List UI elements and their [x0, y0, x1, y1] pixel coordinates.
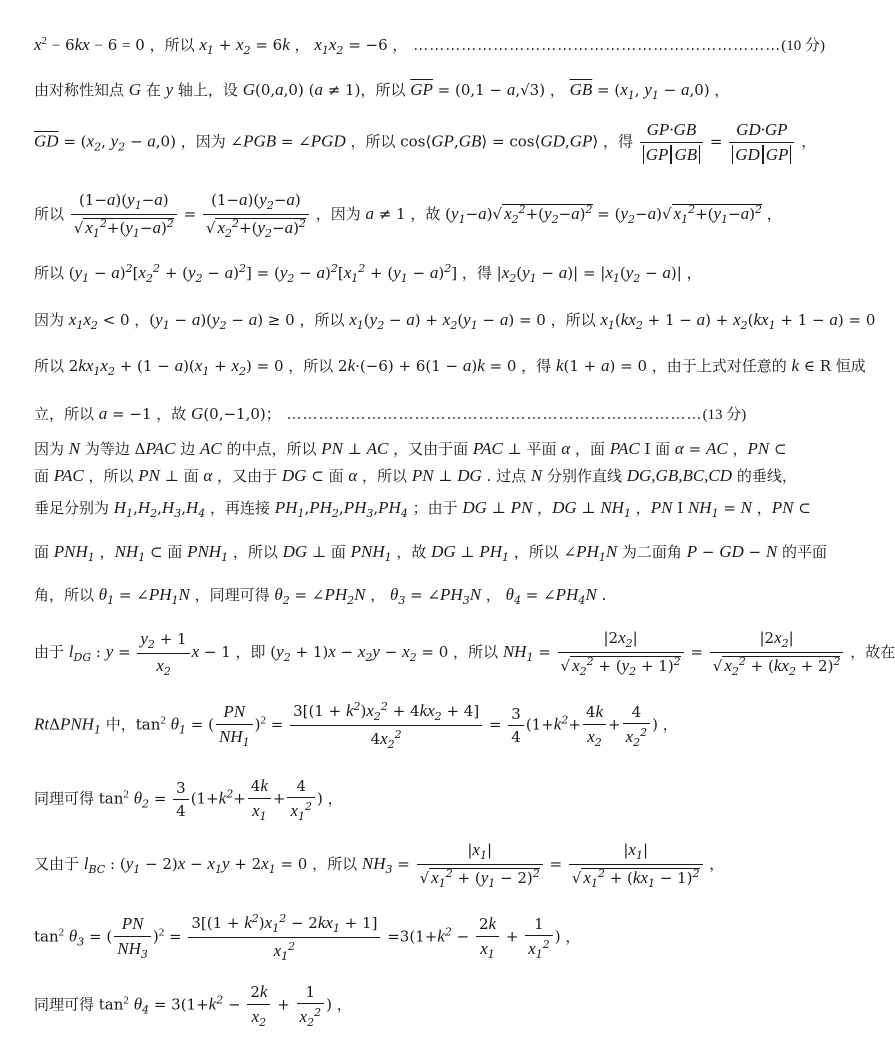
text-line-5: 所以 $(y_1 - a)^2[x_2^2 + (y_2 - a)^2] = (y_2 - a)^2[x_1^2 + (y_1 - a)^2]$ ，得 $|x_2(y_1 - a)| = |x_1(y_2 - a)|$ ，	[34, 262, 702, 285]
text-line-4: 所以 $(1-a)(y_1-a)$ √ $x_1^2+(y_1-a)^2$ = $(1-a)(y_2-a)$ √ $x_2^2+(y_2-a)^2$ ，因为 a ≠ 1 ，故 $(y_1-a)$ √ $x_2^2+(y_2-a)^2 = (y_2-a)$ √ $x_1^2+(y_1-a)^2$ ，	[34, 190, 758, 240]
text-line-8: 立，所以 a = −1 ，故 G(0,−1,0)； ……………………………………………………………………(13 分)	[34, 404, 747, 423]
text-line-12: 面 $PNH_1$ ，$NH_1$ ⊂ 面 $PNH_1$ ，所以 DG ⊥ 面 $PNH_1$ ，故 DG ⊥ $PH_1$ ，所以 $\angle PH_1N$ 为二面角 P − GD − N 的平面	[34, 542, 827, 564]
text-line-17: 又由于 $l_{BC}$ : $(y_1 - 2)x - x_1y + 2x_1 = 0$ ，所以 $NH_3$ = $|x_1|$ √ $x_1^2 + (y_1 - 2)^2$ = $|x_1|$ √ $x_1^2 + (kx_1 - 1)^2$ ，	[34, 840, 758, 890]
text-line-19: 同理可得 $\tan^2 \theta_4 = 3(1+k^2$ − $\frac{2k}{x_2}$ + $\frac{1}{x_2^2}$ ) ，	[34, 982, 352, 1029]
text-line-14: 由于 $l_{DG}$ : y = $\frac{y_2 + 1}{x_2}$ x − 1 ，即 $(y_2 + 1)x - x_2y - x_2 = 0$ ，所以 $NH_1$ = $|2x_2|$ √ $x_2^2 + (y_2 + 1)^2$ = $|2x_2|$ √ $x_2^2 + (kx_2 + 2)^2$ ，故在	[34, 628, 758, 678]
text-line-13: 角，所以 $\theta_1$ = $\angle PH_1N$ ，同理可得 $\theta_2$ = $\angle PH_2N$ ， $\theta_3$ = $\angle PH_3N$ ， $\theta_4$ = $\angle PH_4N$ .	[34, 585, 607, 607]
text-line-18: $\tan^2 \theta_3$ = ( $\frac{PN}{NH_3}$ )$^2$ = $\frac{3[(1 + k^2)x_1^2 - 2kx_1 + 1]}{x_1^2}$ $=3(1+k^2$ − $\frac{2k}{x_1}$ + $\frac{1}{x_1^2}$ ) ，	[34, 912, 581, 963]
score-label: (10 分)	[781, 38, 825, 54]
text-line-10: 面 PAC ，所以 PN ⊥ 面 α ，又由于 DG ⊂ 面 α ，所以 PN ⊥ DG . 过点 N 分别作直线 DG,GB,BC,CD 的垂线，	[34, 466, 797, 485]
text-line-6: 因为 $x_1x_2 < 0$ ，$(y_1 - a)(y_2 - a) \ge 0$ ，所以 $x_1(y_2 - a) + x_2(y_1 - a) = 0$ ，所以 $x_1(kx_2 + 1 - a) + x_2(kx_1 + 1 - a) = 0$	[34, 310, 876, 332]
text-line-11: 垂足分别为 $H_1,H_2,H_3,H_4$ ，再连接 $PH_1,PH_2,PH_3,PH_4$ ；由于 DG ⊥ PN ，DG ⊥ $NH_1$ ，PN I $NH_1 = N$ ，PN ⊂	[34, 498, 811, 520]
text-line-9: 因为 N 为等边 ΔPAC 边 AC 的中点，所以 PN ⊥ AC ，又由于面 PAC ⊥ 平面 α ，面 PAC I 面 α = AC ，PN ⊂	[34, 439, 787, 458]
score-label: (13 分)	[702, 407, 747, 423]
text-line-2: 由对称性知点 G 在 y 轴上，设 G(0,a,0) (a ≠ 1)，所以 $\overline{GP} = (0,1 - a,√3)$ ， $\overline{GB} = (x_1$, $y_1 - a,0$) ，	[34, 80, 730, 102]
text-line-1: $x^2 - 6kx - 6 = 0$ ，所以 $x_1 + x_2 = 6k$ ， $x_1x_2 = -6$ ， ……………………………………………………………(10 分)	[34, 35, 825, 57]
text-line-16: 同理可得 $\tan^2 \theta_2$ = $\frac{3}{4}$ ($1+k^2+$ $\frac{4k}{x_1}$ + $\frac{4}{x_1^2}$ ) ，	[34, 776, 343, 823]
text-line-15: RtΔPNH$_1$ 中，$\tan^2 \theta_1$ = ( $\frac{PN}{NH_1}$ )$^2$ = $\frac{3[(1 + k^2)x_2^2 + 4kx_2 + 4]}{4x_2^2}$ = $\frac{3}{4}$ ($1+k^2+$ $\frac{4k}{x_2}$ + $\frac{4}{x_2^2}$ ) ，	[34, 700, 678, 751]
text-line-3: $\overline{GD} = (x_2$, $y_2 - a,0$) ，因为 ∠PGB = ∠PGD ，所以 cos⟨GP,GB⟩ = cos⟨GD,GP⟩ ，得 $\frac{GP\cdot GB}{\text{GP GB}}$ = $\frac{GD\cdot GP}{\text{GD GP}}$ ，	[34, 120, 817, 164]
text-line-7: 所以 $2kx_1x_2 + (1 - a)(x_1 + x_2) = 0$ ，所以 2k·(−6) + 6(1 − a)k = 0 ，得 k(1 + a) = 0 ，由于上式对任意的 k ∈ R 恒成	[34, 356, 866, 378]
